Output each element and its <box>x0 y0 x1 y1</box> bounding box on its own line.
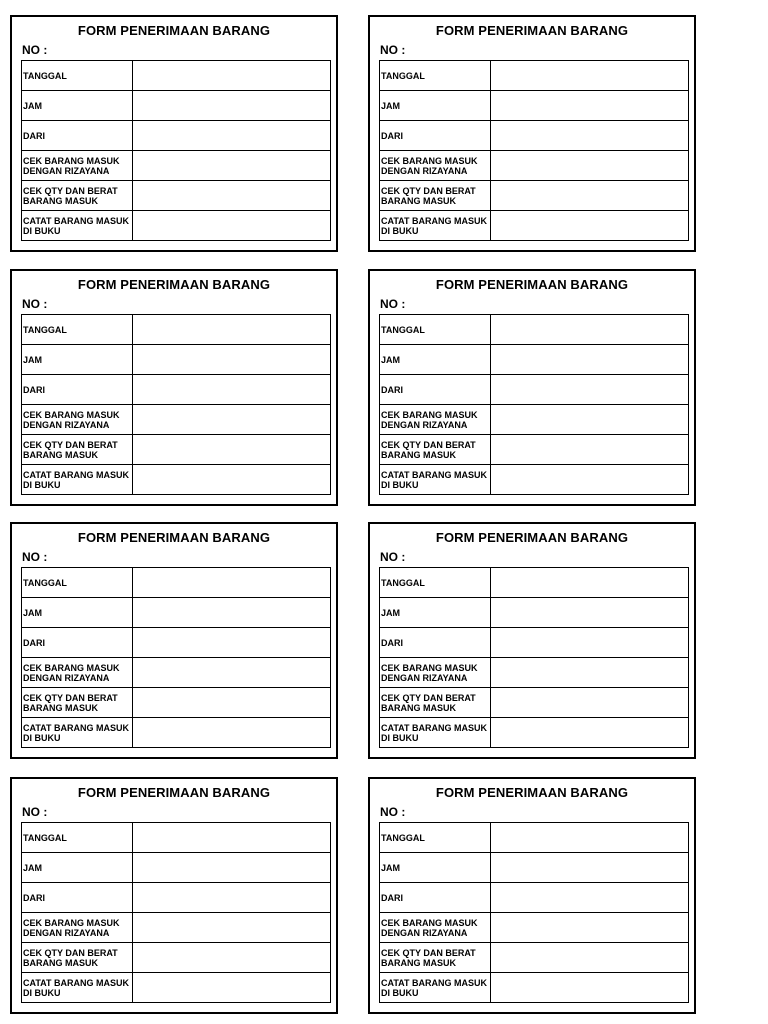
row-label-jam: JAM <box>22 91 133 121</box>
dari-field[interactable] <box>491 883 689 913</box>
row-label-jam: JAM <box>380 853 491 883</box>
table-row <box>380 91 689 121</box>
cek-barang-field[interactable] <box>491 151 689 181</box>
row-label-tanggal: TANGGAL <box>380 61 491 91</box>
row-label-tanggal: TANGGAL <box>22 61 133 91</box>
table-row <box>380 853 689 883</box>
row-label-catat-barang: CATAT BARANG MASUK DI BUKU <box>380 973 491 1003</box>
row-label-cek-qty: CEK QTY DAN BERAT BARANG MASUK <box>22 943 133 973</box>
table-row <box>380 61 689 91</box>
row-label-tanggal: TANGGAL <box>22 568 133 598</box>
form-number-label: NO : <box>380 550 406 564</box>
table-row <box>22 405 331 435</box>
cek-qty-field[interactable] <box>491 943 689 973</box>
row-label-cek-qty: CEK QTY DAN BERAT BARANG MASUK <box>22 181 133 211</box>
table-row <box>22 211 331 241</box>
table-row <box>380 211 689 241</box>
dari-field[interactable] <box>133 121 331 151</box>
table-row <box>22 688 331 718</box>
form-title: FORM PENERIMAAN BARANG <box>435 785 629 800</box>
form-card <box>368 522 696 759</box>
catat-barang-field[interactable] <box>491 973 689 1003</box>
row-label-dari: DARI <box>22 628 133 658</box>
table-row <box>380 465 689 495</box>
row-label-dari: DARI <box>22 883 133 913</box>
table-row <box>380 658 689 688</box>
row-label-cek-barang: CEK BARANG MASUK DENGAN RIZAYANA <box>380 405 491 435</box>
table-row <box>380 568 689 598</box>
row-label-dari: DARI <box>380 628 491 658</box>
tanggal-field[interactable] <box>491 61 689 91</box>
jam-field[interactable] <box>491 598 689 628</box>
row-label-jam: JAM <box>22 853 133 883</box>
row-label-tanggal: TANGGAL <box>380 315 491 345</box>
table-row <box>380 718 689 748</box>
form-title: FORM PENERIMAAN BARANG <box>77 530 271 545</box>
tanggal-field[interactable] <box>491 823 689 853</box>
form-card <box>10 522 338 759</box>
row-label-jam: JAM <box>380 345 491 375</box>
table-row <box>380 315 689 345</box>
table-row <box>380 151 689 181</box>
table-row <box>380 435 689 465</box>
catat-barang-field[interactable] <box>133 973 331 1003</box>
table-row <box>380 973 689 1003</box>
dari-field[interactable] <box>133 375 331 405</box>
form-number-label: NO : <box>380 43 406 57</box>
form-card <box>10 269 338 506</box>
form-title: FORM PENERIMAAN BARANG <box>435 277 629 292</box>
tanggal-field[interactable] <box>133 568 331 598</box>
row-label-cek-qty: CEK QTY DAN BERAT BARANG MASUK <box>380 181 491 211</box>
table-row <box>22 435 331 465</box>
row-label-cek-qty: CEK QTY DAN BERAT BARANG MASUK <box>380 943 491 973</box>
table-row <box>22 853 331 883</box>
jam-field[interactable] <box>133 345 331 375</box>
table-row <box>380 688 689 718</box>
row-label-catat-barang: CATAT BARANG MASUK DI BUKU <box>22 211 133 241</box>
row-label-cek-qty: CEK QTY DAN BERAT BARANG MASUK <box>22 435 133 465</box>
form-title: FORM PENERIMAAN BARANG <box>77 23 271 38</box>
table-row <box>22 913 331 943</box>
row-label-tanggal: TANGGAL <box>380 568 491 598</box>
row-label-catat-barang: CATAT BARANG MASUK DI BUKU <box>22 973 133 1003</box>
table-row <box>380 121 689 151</box>
table-row <box>380 628 689 658</box>
table-row <box>380 823 689 853</box>
row-label-cek-barang: CEK BARANG MASUK DENGAN RIZAYANA <box>22 151 133 181</box>
table-row <box>380 345 689 375</box>
table-row <box>22 151 331 181</box>
table-row <box>380 883 689 913</box>
row-label-tanggal: TANGGAL <box>22 823 133 853</box>
form-title: FORM PENERIMAAN BARANG <box>77 785 271 800</box>
table-row <box>22 718 331 748</box>
cek-barang-field[interactable] <box>133 151 331 181</box>
row-label-cek-barang: CEK BARANG MASUK DENGAN RIZAYANA <box>22 658 133 688</box>
dari-field[interactable] <box>133 628 331 658</box>
form-number-label: NO : <box>22 805 48 819</box>
table-row <box>22 375 331 405</box>
row-label-cek-barang: CEK BARANG MASUK DENGAN RIZAYANA <box>380 913 491 943</box>
form-number-label: NO : <box>22 297 48 311</box>
cek-qty-field[interactable] <box>133 435 331 465</box>
row-label-catat-barang: CATAT BARANG MASUK DI BUKU <box>380 211 491 241</box>
form-card <box>368 777 696 1014</box>
catat-barang-field[interactable] <box>133 718 331 748</box>
form-number-label: NO : <box>22 43 48 57</box>
table-row <box>22 345 331 375</box>
jam-field[interactable] <box>491 853 689 883</box>
catat-barang-field[interactable] <box>491 718 689 748</box>
dari-field[interactable] <box>491 375 689 405</box>
form-number-label: NO : <box>22 550 48 564</box>
form-table <box>379 567 689 748</box>
form-table <box>379 60 689 241</box>
form-number-label: NO : <box>380 805 406 819</box>
catat-barang-field[interactable] <box>491 211 689 241</box>
table-row <box>22 658 331 688</box>
row-label-cek-barang: CEK BARANG MASUK DENGAN RIZAYANA <box>380 658 491 688</box>
row-label-dari: DARI <box>380 883 491 913</box>
table-row <box>380 375 689 405</box>
table-row <box>22 61 331 91</box>
row-label-catat-barang: CATAT BARANG MASUK DI BUKU <box>22 718 133 748</box>
form-table <box>21 822 331 1003</box>
row-label-cek-qty: CEK QTY DAN BERAT BARANG MASUK <box>22 688 133 718</box>
catat-barang-field[interactable] <box>133 211 331 241</box>
row-label-cek-barang: CEK BARANG MASUK DENGAN RIZAYANA <box>380 151 491 181</box>
jam-field[interactable] <box>133 853 331 883</box>
form-number-label: NO : <box>380 297 406 311</box>
row-label-jam: JAM <box>22 345 133 375</box>
form-card <box>10 777 338 1014</box>
catat-barang-field[interactable] <box>491 465 689 495</box>
row-label-catat-barang: CATAT BARANG MASUK DI BUKU <box>380 465 491 495</box>
table-row <box>22 883 331 913</box>
row-label-cek-qty: CEK QTY DAN BERAT BARANG MASUK <box>380 688 491 718</box>
form-card <box>10 15 338 252</box>
cek-qty-field[interactable] <box>491 688 689 718</box>
form-table <box>21 314 331 495</box>
form-title: FORM PENERIMAAN BARANG <box>435 23 629 38</box>
jam-field[interactable] <box>491 345 689 375</box>
cek-qty-field[interactable] <box>133 181 331 211</box>
table-row <box>380 181 689 211</box>
table-row <box>22 181 331 211</box>
table-row <box>22 628 331 658</box>
jam-field[interactable] <box>491 91 689 121</box>
row-label-dari: DARI <box>380 121 491 151</box>
dari-field[interactable] <box>491 628 689 658</box>
row-label-jam: JAM <box>22 598 133 628</box>
tanggal-field[interactable] <box>133 61 331 91</box>
jam-field[interactable] <box>133 598 331 628</box>
table-row <box>22 973 331 1003</box>
form-title: FORM PENERIMAAN BARANG <box>435 530 629 545</box>
cek-qty-field[interactable] <box>133 943 331 973</box>
cek-barang-field[interactable] <box>491 913 689 943</box>
cek-qty-field[interactable] <box>133 688 331 718</box>
form-title: FORM PENERIMAAN BARANG <box>77 277 271 292</box>
table-row <box>22 568 331 598</box>
cek-barang-field[interactable] <box>133 913 331 943</box>
table-row <box>22 598 331 628</box>
cek-barang-field[interactable] <box>491 405 689 435</box>
row-label-jam: JAM <box>380 91 491 121</box>
form-card <box>368 269 696 506</box>
row-label-tanggal: TANGGAL <box>22 315 133 345</box>
row-label-cek-barang: CEK BARANG MASUK DENGAN RIZAYANA <box>22 405 133 435</box>
row-label-tanggal: TANGGAL <box>380 823 491 853</box>
tanggal-field[interactable] <box>133 823 331 853</box>
tanggal-field[interactable] <box>491 315 689 345</box>
cek-barang-field[interactable] <box>491 658 689 688</box>
form-card <box>368 15 696 252</box>
table-row <box>380 405 689 435</box>
tanggal-field[interactable] <box>491 568 689 598</box>
table-row <box>22 465 331 495</box>
form-table <box>379 314 689 495</box>
table-row <box>22 315 331 345</box>
table-row <box>22 823 331 853</box>
row-label-cek-qty: CEK QTY DAN BERAT BARANG MASUK <box>380 435 491 465</box>
row-label-jam: JAM <box>380 598 491 628</box>
jam-field[interactable] <box>133 91 331 121</box>
cek-qty-field[interactable] <box>491 435 689 465</box>
table-row <box>380 913 689 943</box>
table-row <box>380 598 689 628</box>
cek-qty-field[interactable] <box>491 181 689 211</box>
table-row <box>22 91 331 121</box>
row-label-catat-barang: CATAT BARANG MASUK DI BUKU <box>22 465 133 495</box>
row-label-dari: DARI <box>380 375 491 405</box>
row-label-dari: DARI <box>22 375 133 405</box>
row-label-cek-barang: CEK BARANG MASUK DENGAN RIZAYANA <box>22 913 133 943</box>
form-table <box>21 60 331 241</box>
dari-field[interactable] <box>491 121 689 151</box>
table-row <box>22 121 331 151</box>
row-label-dari: DARI <box>22 121 133 151</box>
table-row <box>380 943 689 973</box>
tanggal-field[interactable] <box>133 315 331 345</box>
cek-barang-field[interactable] <box>133 658 331 688</box>
form-table <box>379 822 689 1003</box>
cek-barang-field[interactable] <box>133 405 331 435</box>
form-table <box>21 567 331 748</box>
dari-field[interactable] <box>133 883 331 913</box>
row-label-catat-barang: CATAT BARANG MASUK DI BUKU <box>380 718 491 748</box>
catat-barang-field[interactable] <box>133 465 331 495</box>
table-row <box>22 943 331 973</box>
